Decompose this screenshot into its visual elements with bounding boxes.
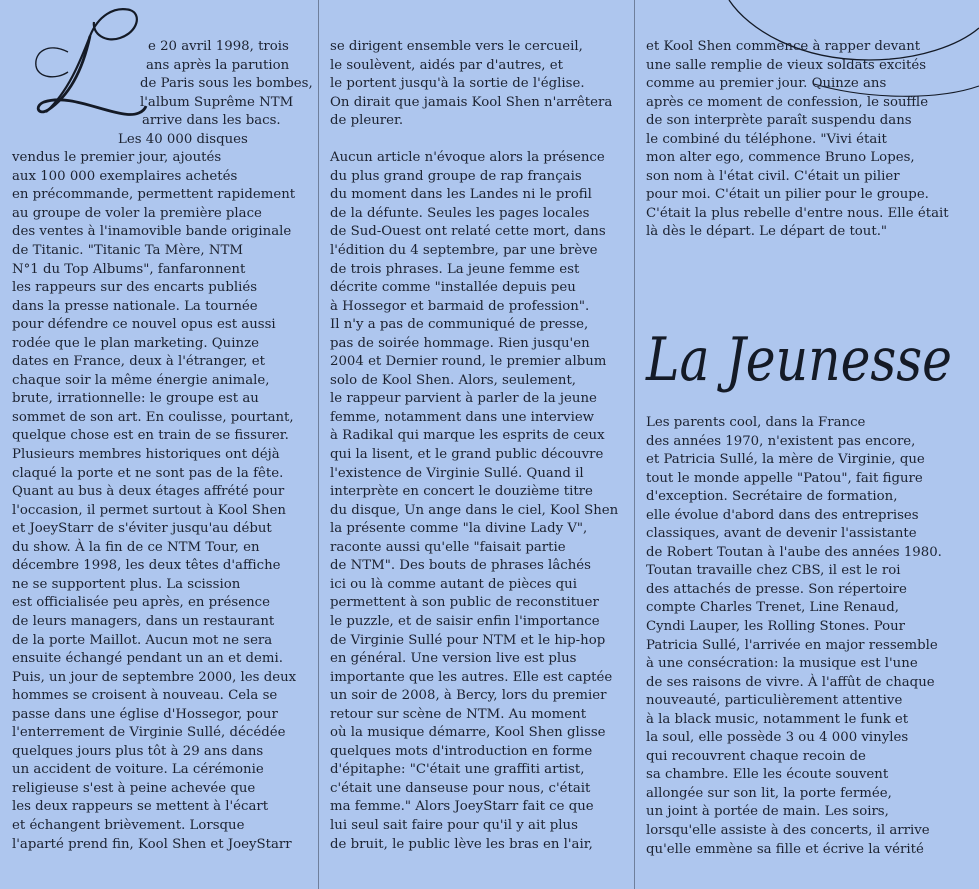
text-line: classiques, avant de devenir l'assistante bbox=[646, 526, 917, 542]
text-line: un soir de 2008, à Bercy, lors du premier bbox=[330, 688, 607, 704]
text-line: de la porte Maillot. Aucun mot ne sera bbox=[12, 632, 273, 648]
text-line: quelque chose est en train de se fissurer. bbox=[12, 428, 289, 444]
text-line: l'album Suprême NTM bbox=[140, 94, 294, 110]
text-line: retour sur scène de NTM. Au moment bbox=[330, 706, 587, 722]
text-line: du show. À la fin de ce NTM Tour, en bbox=[12, 539, 260, 555]
text-line: de bruit, le public lève les bras en l'air, bbox=[330, 836, 593, 852]
text-line: des ventes à l'inamovible bande originale bbox=[12, 224, 292, 240]
text-line: de Sud-Ouest ont relaté cette mort, dans bbox=[330, 224, 606, 240]
text-line: ma femme." Alors JoeyStarr fait ce que bbox=[330, 799, 594, 815]
text-line: pour défendre ce nouvel opus est aussi bbox=[12, 317, 276, 333]
text-line: un joint à portée de main. Les soirs, bbox=[646, 804, 889, 820]
text-line: Cyndi Lauper, les Rolling Stones. Pour bbox=[646, 619, 906, 635]
text-line: Plusieurs membres historiques ont déjà bbox=[12, 447, 280, 463]
text-line: du disque, Un ange dans le ciel, Kool Shen bbox=[330, 502, 619, 518]
text-line: se dirigent ensemble vers le cercueil, bbox=[330, 39, 583, 54]
text-line: l'édition du 4 septembre, par une brève bbox=[330, 243, 598, 259]
text-line: 2004 et Dernier round, le premier album bbox=[330, 354, 607, 370]
text-line: e 20 avril 1998, trois bbox=[148, 39, 289, 54]
dropcap-text: L bbox=[28, 2, 29, 3]
text-line: de pleurer. bbox=[330, 113, 404, 129]
text-line: mon alter ego, commence Bruno Lopes, bbox=[646, 150, 915, 166]
text-line: comme au premier jour. Quinze ans bbox=[646, 76, 887, 92]
text-line: de Virginie Sullé pour NTM et le hip-hop bbox=[330, 632, 606, 648]
text-line: à une consécration: la musique est l'une bbox=[646, 656, 918, 672]
text-line: importante que les autres. Elle est captée bbox=[330, 669, 613, 685]
text-line: l'existence de Virginie Sullé. Quand il bbox=[330, 465, 584, 481]
text-line: à Radikal qui marque les esprits de ceux bbox=[330, 428, 605, 444]
text-line: nouveauté, particulièrement attentive bbox=[646, 693, 903, 709]
text-line: passe dans une église d'Hossegor, pour bbox=[12, 706, 278, 722]
text-line: le soulèvent, aidés par d'autres, et bbox=[330, 57, 563, 73]
text-line: décrite comme "installée depuis peu bbox=[330, 280, 576, 296]
text-line: là dès le départ. Le départ de tout." bbox=[646, 224, 888, 240]
text-line: un accident de voiture. La cérémonie bbox=[12, 762, 264, 778]
text-line: raconte aussi qu'elle "faisait partie bbox=[330, 539, 566, 555]
text-line: elle évolue d'abord dans des entreprises bbox=[646, 507, 919, 523]
text-line: arrive dans les bacs. bbox=[142, 113, 281, 129]
article-column-1 bbox=[12, 38, 312, 854]
text-line: est officialisée peu après, en présence bbox=[12, 595, 270, 611]
text-line: l'occasion, il permet surtout à Kool Shen bbox=[12, 502, 286, 518]
text-line: qui la lisent, et le grand public découvre bbox=[330, 447, 604, 463]
text-line: c'était une danseuse pour nous, c'était bbox=[330, 780, 591, 796]
text-line: allongée sur son lit, la porte fermée, bbox=[646, 785, 892, 801]
text-line: de la défunte. Seules les pages locales bbox=[330, 205, 590, 221]
text-line: pas de soirée hommage. Rien jusqu'en bbox=[330, 335, 590, 351]
article-column-2 bbox=[330, 38, 626, 854]
section-heading-text: La Jeunesse bbox=[645, 325, 952, 395]
text-line: à la black music, notamment le funk et bbox=[646, 711, 909, 727]
text-line: Patricia Sullé, l'arrivée en major ressemble bbox=[646, 637, 938, 653]
text-line: Les parents cool, dans la France bbox=[646, 415, 866, 430]
text-line: de NTM". Des bouts de phrases lâchés bbox=[330, 558, 591, 574]
text-line: interprète en concert le douzième titre bbox=[330, 484, 593, 500]
text-line: de Robert Toutan à l'aube des années 1980. bbox=[646, 544, 942, 560]
text-line: aux 100 000 exemplaires achetés bbox=[12, 168, 238, 184]
text-line: à Hossegor et barmaid de profession". bbox=[330, 298, 590, 314]
text-line: une salle remplie de vieux soldats excités bbox=[646, 57, 927, 73]
text-line: chaque soir la même énergie animale, bbox=[12, 372, 270, 388]
text-line: le puzzle, et de saisir enfin l'importance bbox=[330, 613, 600, 629]
text-line: le rappeur parvient à parler de la jeune bbox=[330, 391, 597, 407]
text-line: rodée que le plan marketing. Quinze bbox=[12, 335, 259, 351]
text-line: du moment dans les Landes ni le profil bbox=[330, 187, 592, 203]
text-line: d'épitaphe: "C'était une graffiti artist, bbox=[330, 762, 585, 778]
text-line: d'exception. Secrétaire de formation, bbox=[646, 489, 898, 505]
text-line: et échangent brièvement. Lorsque bbox=[12, 817, 245, 833]
text-line: de leurs managers, dans un restaurant bbox=[12, 613, 275, 629]
text-line: Il n'y a pas de communiqué de presse, bbox=[330, 317, 589, 333]
text-line: en précommande, permettent rapidement bbox=[12, 187, 296, 203]
text-line: dates en France, deux à l'étranger, et bbox=[12, 354, 265, 370]
text-line: de Paris sous les bombes, bbox=[140, 76, 313, 92]
text-line: quelques jours plus tôt à 29 ans dans bbox=[12, 743, 264, 759]
text-line: l'enterrement de Virginie Sullé, décédée bbox=[12, 725, 286, 741]
article-column-3-bottom bbox=[646, 414, 972, 859]
text-line: N°1 du Top Albums", fanfaronnent bbox=[12, 261, 246, 277]
text-line: On dirait que jamais Kool Shen n'arrêtera bbox=[330, 94, 613, 110]
text-line: lorsqu'elle assiste à des concerts, il arrive bbox=[646, 823, 930, 839]
text-line: des années 1970, n'existent pas encore, bbox=[646, 433, 916, 449]
text-line: sommet de son art. En coulisse, pourtant, bbox=[12, 409, 294, 425]
text-line: tout le monde appelle "Patou", fait figure bbox=[646, 470, 923, 486]
text-line: Quant au bus à deux étages affrété pour bbox=[12, 484, 285, 500]
text-line: solo de Kool Shen. Alors, seulement, bbox=[330, 372, 577, 388]
text-line: du plus grand groupe de rap français bbox=[330, 168, 582, 184]
article-column-3-top bbox=[646, 38, 972, 242]
column-divider bbox=[318, 0, 319, 889]
text-line: pour moi. C'était un pilier pour le groupe. bbox=[646, 187, 929, 203]
text-line: son nom à l'état civil. C'était un pilier bbox=[646, 168, 900, 184]
text-line: Aucun article n'évoque alors la présence bbox=[330, 150, 605, 166]
text-line: sa chambre. Elle les écoute souvent bbox=[646, 767, 889, 783]
text-line: les deux rappeurs se mettent à l'écart bbox=[12, 799, 269, 815]
text-line: ensuite échangé pendant un an et demi. bbox=[12, 651, 283, 667]
text-line: de trois phrases. La jeune femme est bbox=[330, 261, 580, 277]
text-line: brute, irrationnelle: le groupe est au bbox=[12, 391, 259, 407]
text-line: où la musique démarre, Kool Shen glisse bbox=[330, 725, 606, 741]
text-line: vendus le premier jour, ajoutés bbox=[12, 150, 222, 166]
text-line: décembre 1998, les deux têtes d'affiche bbox=[12, 558, 281, 574]
text-line: le combiné du téléphone. "Vivi était bbox=[646, 131, 887, 147]
text-line: l'aparté prend fin, Kool Shen et JoeyStarr bbox=[12, 836, 292, 852]
text-line: Toutan travaille chez CBS, il est le roi bbox=[646, 563, 901, 579]
text-line: des attachés de presse. Son répertoire bbox=[646, 581, 907, 597]
text-line: et Kool Shen commence à rapper devant bbox=[646, 39, 921, 54]
text-line: quelques mots d'introduction en forme bbox=[330, 743, 593, 759]
text-line: hommes se croisent à nouveau. Cela se bbox=[12, 688, 278, 704]
text-line: les rappeurs sur des encarts publiés bbox=[12, 280, 258, 296]
text-line: religieuse s'est à peine achevée que bbox=[12, 780, 256, 796]
text-line: ici ou là comme autant de pièces qui bbox=[330, 576, 577, 592]
text-line: au groupe de voler la première place bbox=[12, 205, 262, 221]
text-line: compte Charles Trenet, Line Renaud, bbox=[646, 600, 899, 616]
text-line: de ses raisons de vivre. À l'affût de chaque bbox=[646, 674, 935, 690]
text-line: dans la presse nationale. La tournée bbox=[12, 298, 258, 314]
text-line: Les 40 000 disques bbox=[118, 131, 248, 147]
text-line: après ce moment de confession, le souffle bbox=[646, 94, 929, 110]
text-line: en général. Une version live est plus bbox=[330, 651, 577, 667]
text-line: qui recouvrent chaque recoin de bbox=[646, 748, 866, 764]
text-line: et Patricia Sullé, la mère de Virginie, que bbox=[646, 452, 925, 468]
text-line: ne se supportent plus. La scission bbox=[12, 576, 241, 592]
text-line: la soul, elle possède 3 ou 4 000 vinyles bbox=[646, 730, 909, 746]
text-line: lui seul sait faire pour qu'il y ait plus bbox=[330, 817, 578, 833]
text-line: la présente comme "la divine Lady V", bbox=[330, 521, 588, 537]
text-line: de son interprète paraît suspendu dans bbox=[646, 113, 912, 129]
text-line: femme, notamment dans une interview bbox=[330, 409, 595, 425]
text-line: ans après la parution bbox=[146, 57, 290, 73]
text-line: le portent jusqu'à la sortie de l'église. bbox=[330, 76, 585, 92]
column-divider bbox=[634, 0, 635, 889]
text-line: permettent à son public de reconstituer bbox=[330, 595, 599, 611]
text-line: C'était la plus rebelle d'entre nous. Elle était bbox=[646, 205, 949, 221]
text-line: Puis, un jour de septembre 2000, les deux bbox=[12, 669, 297, 685]
text-line: et JoeyStarr de s'éviter jusqu'au début bbox=[12, 521, 272, 537]
text-line: claqué la porte et ne sont pas de la fête. bbox=[12, 465, 284, 481]
section-heading bbox=[642, 318, 962, 404]
text-line: qu'elle emmène sa fille et écrive la vérité bbox=[646, 841, 924, 857]
text-line: de Titanic. "Titanic Ta Mère, NTM bbox=[12, 243, 243, 259]
text-line bbox=[330, 131, 626, 150]
